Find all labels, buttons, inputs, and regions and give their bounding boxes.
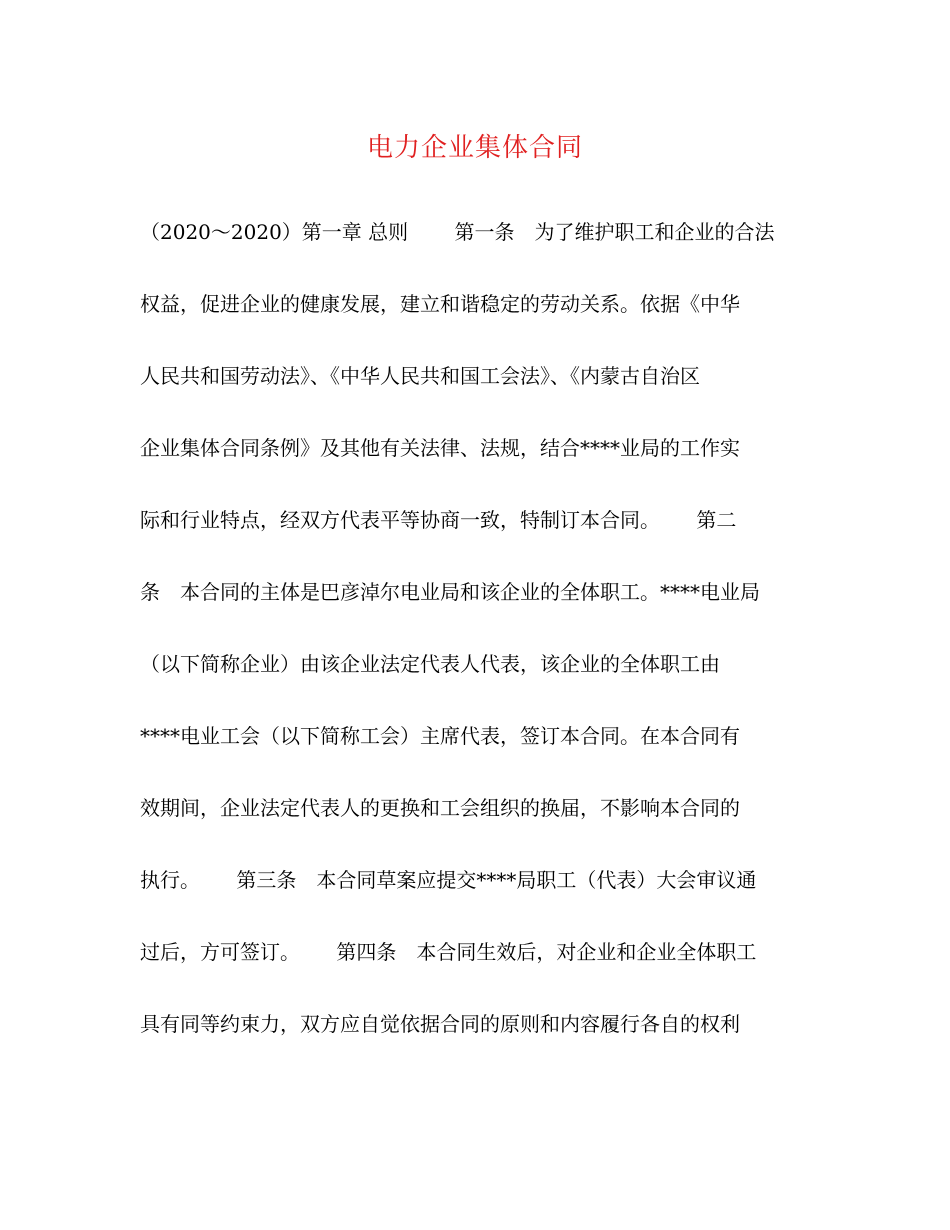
body-line-2: 权益，促进企业的健康发展，建立和谐稳定的劳动关系。依据《中华 bbox=[140, 292, 740, 316]
body-line-9: 效期间，企业法定代表人的更换和工会组织的换届，不影响本合同的 bbox=[140, 796, 740, 820]
body-line-5: 际和行业特点，经双方代表平等协商一致，特制订本合同。 第二 bbox=[140, 508, 737, 532]
document-title: 电力企业集体合同 bbox=[366, 133, 583, 163]
body-line-12: 具有同等约束力，双方应自觉依据合同的原则和内容履行各自的权利 bbox=[140, 1012, 740, 1036]
body-line-3: 人民共和国劳动法》、《中华人民共和国工会法》、《内蒙古自治区 bbox=[140, 364, 700, 388]
body-line-10: 执行。 第三条 本合同草案应提交****局职工（代表）大会审议通 bbox=[140, 868, 757, 892]
body-line-11: 过后，方可签订。 第四条 本合同生效后，对企业和企业全体职工 bbox=[140, 940, 757, 964]
body-line-7: （以下简称企业）由该企业法定代表人代表，该企业的全体职工由 bbox=[140, 652, 720, 676]
body-line-4: 企业集体合同条例》及其他有关法律、法规，结合****业局的工作实 bbox=[140, 436, 740, 460]
body-line-8: ****电业工会（以下简称工会）主席代表，签订本合同。在本合同有 bbox=[140, 724, 740, 748]
body-line-6: 条 本合同的主体是巴彦淖尔电业局和该企业的全体职工。****电业局 bbox=[140, 580, 760, 604]
body-line-1: （2020～2020）第一章 总则 第一条 为了维护职工和企业的合法 bbox=[140, 220, 775, 244]
